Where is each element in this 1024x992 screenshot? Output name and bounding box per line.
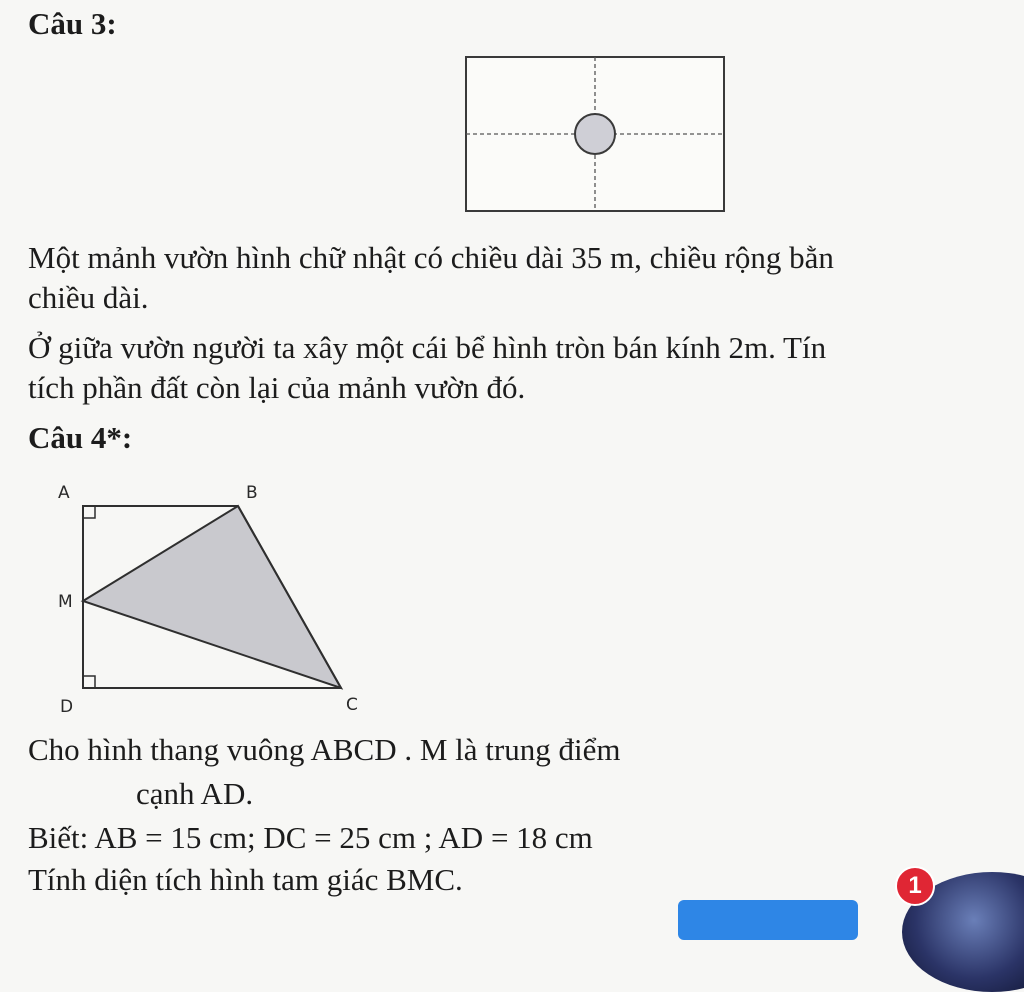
- notification-badge[interactable]: 1: [895, 866, 935, 906]
- label-c: C: [346, 695, 358, 715]
- question-4-line-3: Biết: AB = 15 cm; DC = 25 cm ; AD = 18 cm: [28, 820, 593, 855]
- right-angle-marker-a: [83, 506, 95, 518]
- shaded-triangle-bmc: [83, 506, 341, 688]
- right-angle-marker-d: [83, 676, 95, 688]
- question-3-line-4: tích phần đất còn lại của mảnh vườn đó.: [28, 370, 526, 405]
- question-3-heading: Câu 3:: [28, 6, 117, 41]
- label-a: A: [58, 483, 70, 503]
- question-4-heading: Câu 4*:: [28, 420, 133, 455]
- label-b: B: [246, 483, 258, 503]
- question-4-line-1: Cho hình thang vuông ABCD . M là trung điểm: [28, 732, 621, 767]
- question-3-line-2: chiều dài.: [28, 280, 149, 315]
- question-3-line-3: Ở giữa vườn người ta xây một cái bể hình tròn bán kính 2m. Tín: [28, 330, 827, 365]
- question-4-line-2: cạnh AD.: [136, 776, 254, 811]
- label-d: D: [60, 697, 74, 717]
- question-4-line-4: Tính diện tích hình tam giác BMC.: [28, 862, 463, 897]
- blue-action-button[interactable]: [678, 900, 858, 940]
- trapezoid-figure: [52, 480, 372, 720]
- question-3-line-1: Một mảnh vườn hình chữ nhật có chiều dài 35 m, chiều rộng bằn: [28, 240, 834, 275]
- round-pool: [575, 114, 615, 154]
- label-m: M: [58, 592, 73, 612]
- garden-rectangle-figure: [460, 52, 730, 218]
